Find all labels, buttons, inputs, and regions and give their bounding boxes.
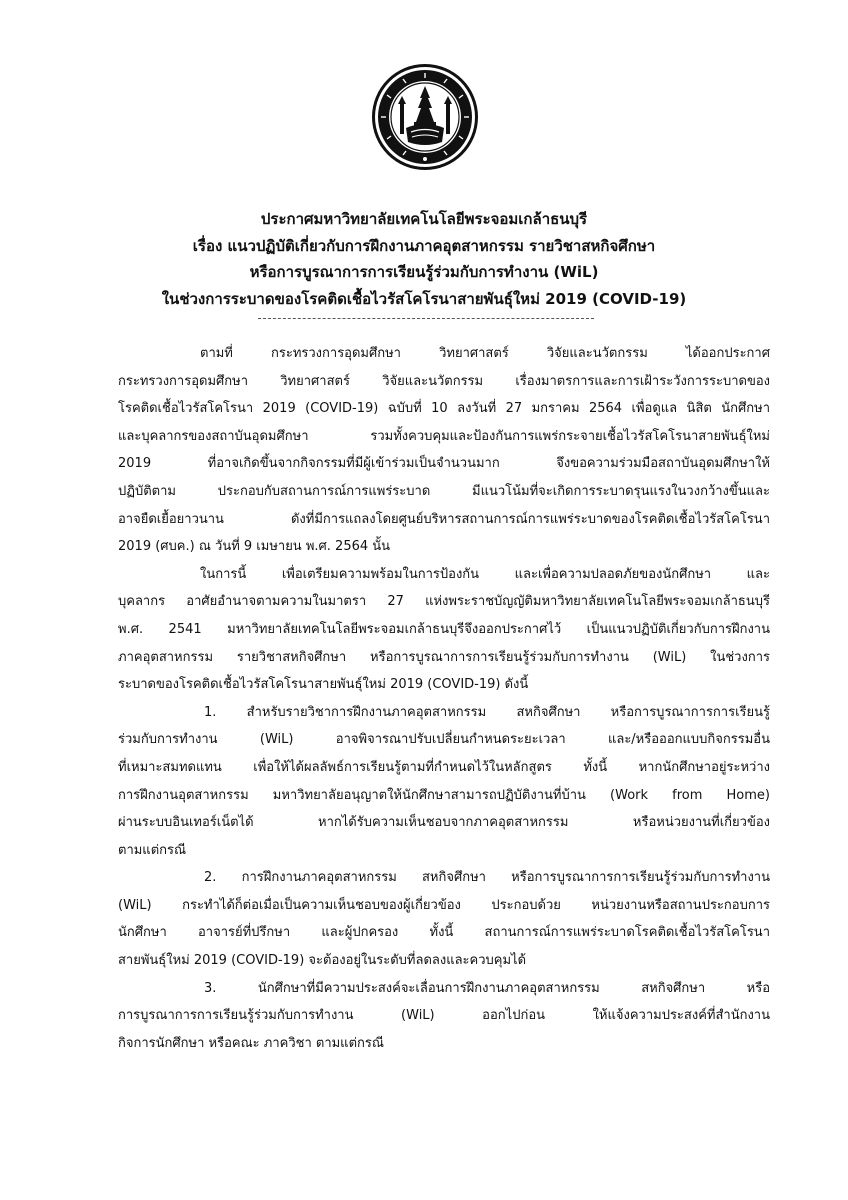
body-line: ปฏิบัติตาม ประกอบกับสถานการณ์การแพร่ระบาด มีแนวโน้มที่จะเกิดการระบาดรุนแรงในวงกว้างขึ้นและ: [118, 483, 770, 499]
university-seal-icon: [370, 62, 480, 172]
body-line: กิจการนักศึกษา หรือคณะ ภาควิชา ตามแต่กรณี: [118, 1035, 384, 1051]
body-line: (WiL) กระทำได้ก็ต่อเมื่อเป็นความเห็นชอบของผู้เกี่ยวข้อง ประกอบด้วย หน่วยงานหรือสถานประกอบการ: [118, 897, 770, 913]
title-divider: [258, 318, 594, 319]
title-line: ประกาศมหาวิทยาลัยเทคโนโลยีพระจอมเกล้าธนบุรี: [260, 210, 588, 228]
body-line: 2019 (ศบค.) ณ วันที่ 9 เมษายน พ.ศ. 2564 นั้น: [118, 539, 391, 555]
title-line: เรื่อง แนวปฏิบัติเกี่ยวกับการฝึกงานภาคอุตสาหกรรม รายวิชาสหกิจศึกษา: [192, 236, 656, 255]
title-line: ในช่วงการระบาดของโรคติดเชื้อไวรัสโคโรนาสายพันธุ์ใหม่ 2019 (COVID-19): [161, 289, 687, 308]
body-line: อาจยืดเยื้อยาวนาน ดังที่มีการแถลงโดยศูนย์บริหารสถานการณ์การแพร่ระบาดของโรคติดเชื้อไวรัสโคโรนา: [118, 511, 770, 527]
body-line: นักศึกษา อาจารย์ที่ปรึกษา และผู้ปกครอง ทั้งนี้ สถานการณ์การแพร่ระบาดโรคติดเชื้อไวรัสโคโรนา: [118, 925, 770, 941]
body-line: 3. นักศึกษาที่มีความประสงค์จะเลื่อนการฝึกงานภาคอุตสาหกรรม สหกิจศึกษา หรือ: [204, 980, 770, 996]
body-line: ในการนี้ เพื่อเตรียมความพร้อมในการป้องกัน และเพื่อความปลอดภัยของนักศึกษา และ: [200, 566, 770, 582]
body-line: ตามที่ กระทรวงการอุดมศึกษา วิทยาศาสตร์ วิจัยและนวัตกรรม ได้ออกประกาศ: [200, 346, 770, 361]
body-line: บุคลากร อาศัยอำนาจตามความในมาตรา 27 แห่งพระราชบัญญัติมหาวิทยาลัยเทคโนโลยีพระจอมเกล้าธนบุรี: [118, 594, 770, 610]
body-line: ระบาดของโรคติดเชื้อไวรัสโคโรนาสายพันธุ์ใหม่ 2019 (COVID-19) ดังนี้: [118, 677, 529, 693]
title-line: หรือการบูรณาการการเรียนรู้ร่วมกับการทำงาน (WiL): [249, 263, 599, 281]
body-line: ผ่านระบบอินเทอร์เน็ตได้ หากได้รับความเห็นชอบจากภาคอุตสาหกรรม หรือหน่วยงานที่เกี่ยวข้อง: [118, 815, 770, 831]
body-line: การบูรณาการการเรียนรู้ร่วมกับการทำงาน (WiL) ออกไปก่อน ให้แจ้งความประสงค์ที่สำนักงาน: [118, 1008, 770, 1024]
body-line: และบุคลากรของสถาบันอุดมศึกษา รวมทั้งควบคุมและป้องกันการแพร่กระจายเชื้อไวรัสโคโรนาสายพันธุ์ใหม่: [118, 428, 770, 444]
body-line: 2019 ที่อาจเกิดขึ้นจากกิจกรรมที่มีผู้เข้าร่วมเป็นจำนวนมาก จึงขอความร่วมมือสถาบันอุดมศึกษาให้: [118, 456, 770, 472]
body-line: โรคติดเชื้อไวรัสโคโรนา 2019 (COVID-19) ฉบับที่ 10 ลงวันที่ 27 มกราคม 2564 เพื่อดูแล นิสิต นักศึกษา: [118, 401, 770, 417]
body-line: สายพันธุ์ใหม่ 2019 (COVID-19) จะต้องอยู่ในระดับที่ลดลงและควบคุมได้: [118, 953, 527, 969]
body-line: กระทรวงการอุดมศึกษา วิทยาศาสตร์ วิจัยและนวัตกรรม เรื่องมาตรการและการเฝ้าระวังการระบาดของ: [118, 373, 770, 389]
body-line: พ.ศ. 2541 มหาวิทยาลัยเทคโนโลยีพระจอมเกล้าธนบุรีจึงออกประกาศไว้ เป็นแนวปฏิบัติเกี่ยวกับการฝึกงาน: [118, 621, 770, 637]
body-line: ร่วมกับการทำงาน (WiL) อาจพิจารณาปรับเปลี่ยนกำหนดระยะเวลา และ/หรือออกแบบกิจกรรมอื่น: [118, 732, 770, 748]
body-line: ภาคอุตสาหกรรม รายวิชาสหกิจศึกษา หรือการบูรณาการการเรียนรู้ร่วมกับการทำงาน (WiL) ในช่วงการ: [118, 649, 770, 665]
body-line: 1. สำหรับรายวิชาการฝึกงานภาคอุตสาหกรรม สหกิจศึกษา หรือการบูรณาการการเรียนรู้: [204, 704, 770, 720]
announcement-title: [120, 206, 728, 312]
announcement-body: [118, 340, 770, 1057]
body-line: 2. การฝึกงานภาคอุตสาหกรรม สหกิจศึกษา หรือการบูรณาการการเรียนรู้ร่วมกับการทำงาน: [204, 870, 770, 886]
body-line: ที่เหมาะสมทดแทน เพื่อให้ได้ผลลัพธ์การเรียนรู้ตามที่กำหนดไว้ในหลักสูตร ทั้งนี้ หากนักศึกษาอยู่ระหว่าง: [118, 759, 770, 775]
body-line: ตามแต่กรณี: [118, 842, 187, 858]
body-line: การฝึกงานอุตสาหกรรม มหาวิทยาลัยอนุญาตให้นักศึกษาสามารถปฏิบัติงานที่บ้าน (Work from Home): [118, 787, 770, 803]
